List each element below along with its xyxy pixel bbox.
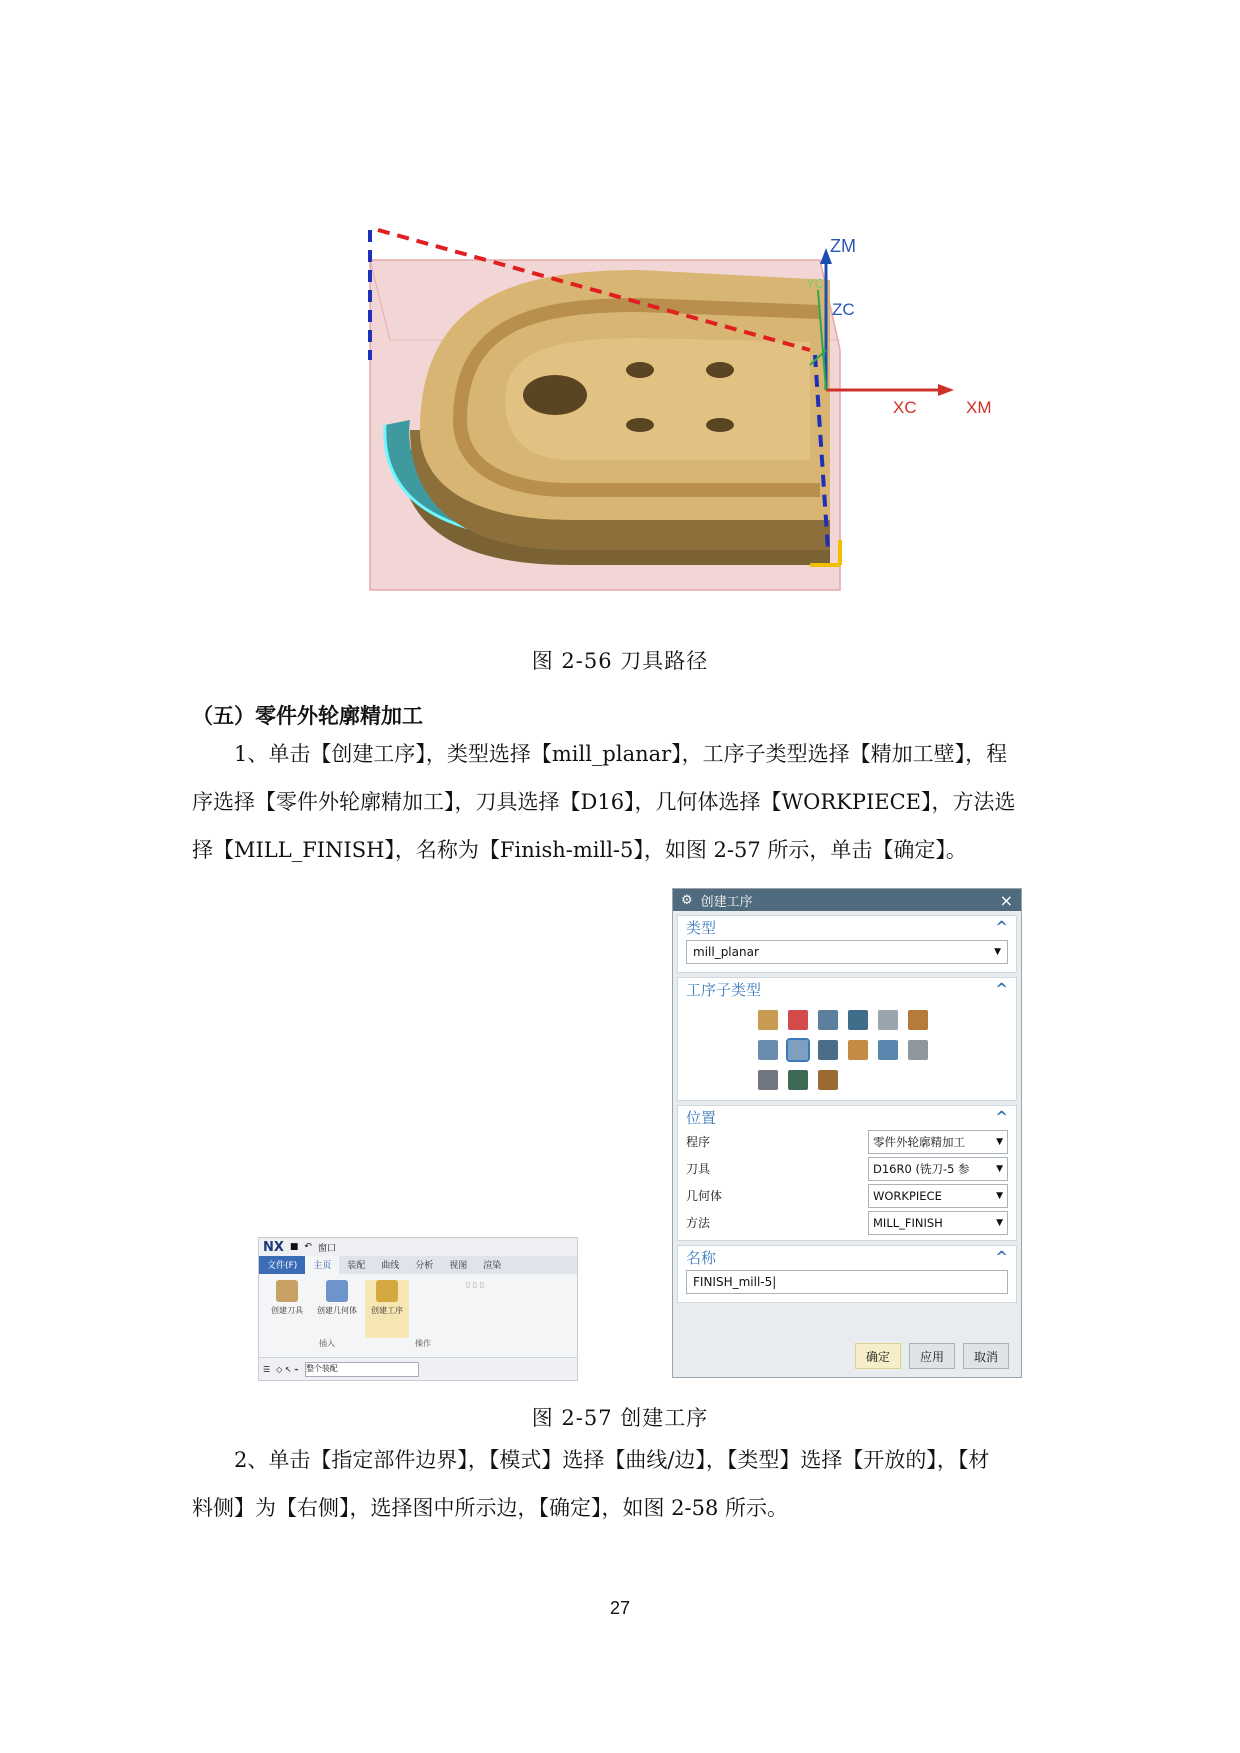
text-cursor: | <box>772 1275 777 1289</box>
chevron-up-icon[interactable]: ^ <box>995 918 1008 936</box>
axis-label-zc: ZC <box>832 300 855 319</box>
undo-icon[interactable]: ↶ <box>304 1242 312 1252</box>
method-label: 方法 <box>686 1216 711 1230</box>
ok-button[interactable]: 确定 <box>855 1343 901 1369</box>
cleanup-corners-icon[interactable] <box>758 1040 778 1060</box>
method-select[interactable]: MILL_FINISH ▼ <box>868 1211 1008 1235</box>
method-row <box>678 1209 1016 1236</box>
dialog-title: 创建工序 <box>700 894 753 910</box>
create-operation-icon <box>376 1280 398 1302</box>
name-section <box>677 1245 1017 1303</box>
type-select[interactable]: mill_planar ▼ <box>686 940 1008 964</box>
paragraph-1-line-3: 择【MILL_FINISH】，名称为【Finish-mill-5】，如图 2-57 所示，单击【确定】。 <box>192 838 967 862</box>
axis-label-xm: XM <box>966 398 992 417</box>
selection-scope-select[interactable]: 整个装配 <box>305 1362 419 1377</box>
name-input[interactable]: FINISH_mill-5 | <box>686 1270 1008 1294</box>
chevron-up-icon[interactable]: ^ <box>995 1248 1008 1266</box>
ribbon-disabled-tools: ▯ ▯ ▯ <box>465 1280 485 1289</box>
finish-walls-icon[interactable] <box>788 1040 808 1060</box>
nx-logo: NX <box>263 1239 284 1255</box>
location-section <box>677 1105 1017 1241</box>
face-milling-icon[interactable] <box>818 1010 838 1030</box>
tab-home[interactable]: 主页 <box>305 1256 339 1274</box>
paragraph-2 <box>192 1436 1062 1532</box>
page-number: 27 <box>609 1598 631 1618</box>
paragraph-1-line-2: 序选择【零件外轮廓精加工】，刀具选择【D16】，几何体选择【WORKPIECE】，方法选 <box>192 790 1016 814</box>
floor-wall-is-icon[interactable] <box>788 1010 808 1030</box>
planar-text-icon[interactable] <box>758 1070 778 1090</box>
finish-floor-icon[interactable] <box>818 1040 838 1060</box>
tool-label: 刀具 <box>686 1162 711 1176</box>
filter-icons[interactable]: ◇ ↖ ⌁ <box>276 1364 299 1374</box>
nx-ribbon-snippet <box>258 1237 578 1381</box>
tab-analysis[interactable]: 分析 <box>415 1261 434 1271</box>
dropdown-arrow-icon: ▼ <box>994 947 1001 957</box>
geometry-label: 几何体 <box>686 1189 723 1203</box>
subtype-section-header[interactable]: 工序子类型 ^ <box>686 980 1008 999</box>
close-icon[interactable]: × <box>999 890 1013 910</box>
create-tool-icon <box>276 1280 298 1302</box>
paragraph-2-line-1: 2、单击【指定部件边界】，【模式】选择【曲线/边】，【类型】选择【开放的】，【材 <box>234 1448 990 1472</box>
geometry-select[interactable]: WORKPIECE ▼ <box>868 1184 1008 1208</box>
program-label: 程序 <box>686 1135 711 1149</box>
create-geometry-button[interactable]: 创建几何体 <box>315 1280 359 1338</box>
planar-mill-icon[interactable] <box>878 1010 898 1030</box>
create-operation-dialog <box>672 888 1022 1378</box>
hole-chamfer-icon[interactable] <box>878 1040 898 1060</box>
program-row <box>678 1128 1016 1155</box>
thread-milling-icon[interactable] <box>908 1040 928 1060</box>
dialog-buttons <box>855 1343 1009 1369</box>
groove-milling-icon[interactable] <box>848 1040 868 1060</box>
mill-control-icon[interactable] <box>788 1070 808 1090</box>
ribbon-title-bar <box>259 1238 577 1256</box>
chevron-up-icon[interactable]: ^ <box>995 980 1008 998</box>
ribbon-groups <box>259 1338 577 1349</box>
ribbon-body <box>259 1274 577 1338</box>
name-section-header[interactable]: 名称 ^ <box>686 1248 1008 1267</box>
face-milling-manual-icon[interactable] <box>848 1010 868 1030</box>
tab-assembly[interactable]: 装配 <box>347 1261 366 1271</box>
axis-label-xc: XC <box>893 398 917 417</box>
tool-row <box>678 1155 1016 1182</box>
tab-curve[interactable]: 曲线 <box>381 1261 400 1271</box>
geometry-row <box>678 1182 1016 1209</box>
group-insert: 插入 <box>319 1339 335 1348</box>
create-tool-button[interactable]: 创建刀具 <box>265 1280 309 1338</box>
tab-file[interactable]: 文件(F) <box>259 1256 305 1274</box>
group-operation: 操作 <box>415 1339 431 1348</box>
paragraph-2-line-2: 料侧】为【右侧】，选择图中所示边，【确定】，如图 2-58 所示。 <box>192 1496 789 1520</box>
paragraph-1 <box>192 730 1062 874</box>
dialog-title-bar <box>673 889 1021 911</box>
save-icon[interactable]: ■ <box>289 1242 299 1252</box>
quick-access-window[interactable]: 窗口 <box>317 1243 336 1254</box>
chevron-up-icon[interactable]: ^ <box>995 1108 1008 1126</box>
tab-view[interactable]: 视图 <box>449 1261 468 1271</box>
paragraph-1-line-1: 1、单击【创建工序】，类型选择【mill_planar】，工序子类型选择【精加工壁】，程 <box>234 742 1008 766</box>
ribbon-selection-bar <box>259 1357 578 1380</box>
axis-label-yc: YC <box>806 276 825 291</box>
apply-button[interactable]: 应用 <box>909 1343 955 1369</box>
subtype-section <box>677 977 1017 1101</box>
floor-wall-icon[interactable] <box>758 1010 778 1030</box>
create-geometry-icon <box>326 1280 348 1302</box>
mill-user-icon[interactable] <box>818 1070 838 1090</box>
tab-render[interactable]: 渲染 <box>483 1261 502 1271</box>
location-section-header[interactable]: 位置 ^ <box>686 1108 1008 1127</box>
subtype-icon-grid <box>678 1000 1016 1100</box>
axis-label-zm: ZM <box>830 236 856 256</box>
tool-select[interactable]: D16R0 (铣刀-5 参 ▼ <box>868 1157 1008 1181</box>
gear-icon: ⚙ <box>681 892 693 908</box>
menu-icon[interactable]: ☰ <box>263 1364 271 1374</box>
type-section-header[interactable]: 类型 ^ <box>686 918 1008 937</box>
figure-caption-2-56: 图 2-56 刀具路径 <box>531 649 709 673</box>
create-operation-button[interactable]: 创建工序 <box>365 1280 409 1338</box>
ribbon-tabs <box>259 1256 577 1274</box>
section-heading: （五）零件外轮廓精加工 <box>192 704 423 728</box>
figure-caption-2-57: 图 2-57 创建工序 <box>531 1406 709 1430</box>
planar-profile-icon[interactable] <box>908 1010 928 1030</box>
type-section <box>677 915 1017 973</box>
cancel-button[interactable]: 取消 <box>963 1343 1009 1369</box>
program-select[interactable]: 零件外轮廓精加工 ▼ <box>868 1130 1008 1154</box>
